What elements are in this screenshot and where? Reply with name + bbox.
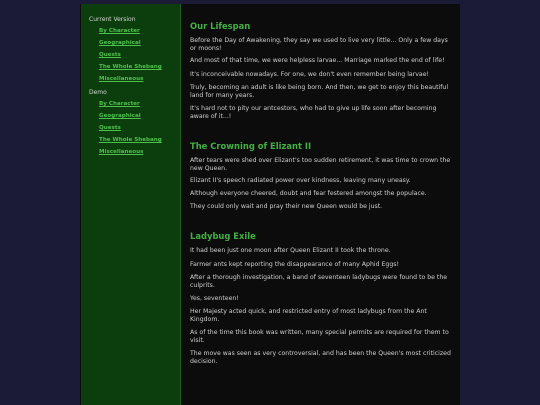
section-crowning bbox=[182, 121, 460, 211]
sidebar-link-quests[interactable]: Quests bbox=[99, 125, 121, 131]
paragraph: Before the Day of Awakening, they say we used to live very little... Only a few days or moons! bbox=[190, 37, 448, 52]
section-heading: Ladybug Exile bbox=[190, 231, 256, 241]
sidebar-item bbox=[81, 52, 180, 59]
sidebar-link-geographical[interactable]: Geographical bbox=[99, 113, 141, 119]
section-heading: The Crowning of Elizant II bbox=[190, 141, 312, 151]
section-ladybug-exile bbox=[182, 211, 460, 366]
paragraph: As of the time this book was written, many special permits are required for them to visit. bbox=[190, 329, 449, 344]
section-our-lifespan bbox=[182, 4, 460, 121]
sidebar-item bbox=[81, 64, 180, 71]
paragraph: Farmer ants kept reporting the disappearance of many Aphid Eggs! bbox=[190, 261, 399, 268]
main-content bbox=[182, 4, 460, 405]
sidebar-item bbox=[81, 101, 180, 108]
paragraph: Her Majesty acted quick, and restricted entry of most ladybugs from the Ant Kingdom. bbox=[190, 308, 427, 323]
paragraph: It's hard not to pity our antcestors, who had to give up life soon after becoming aware of it...! bbox=[190, 105, 437, 120]
sidebar-item bbox=[81, 113, 180, 120]
paragraph: After tears were shed over Elizant's too sudden retirement, it was time to crown the new Queen. bbox=[190, 157, 451, 172]
paragraph: Yes, seventeen! bbox=[190, 295, 239, 302]
paragraph: And most of that time, we were helpless larvae... Marriage marked the end of life! bbox=[190, 57, 445, 64]
section-heading: Our Lifespan bbox=[190, 21, 251, 31]
sidebar-item bbox=[81, 28, 180, 35]
paragraph: Although everyone cheered, doubt and fear festered amongst the populace. bbox=[190, 190, 427, 197]
sidebar-nav bbox=[81, 4, 181, 405]
sidebar-item bbox=[81, 149, 180, 156]
sidebar-link-miscellaneous[interactable]: Miscellaneous bbox=[99, 149, 144, 155]
sidebar-link-geographical[interactable]: Geographical bbox=[99, 40, 141, 46]
sidebar-group-title: Current Version bbox=[89, 16, 136, 23]
sidebar-item bbox=[81, 40, 180, 47]
paragraph: The move was seen as very controversial, and has been the Queen's most criticized decision. bbox=[190, 350, 451, 365]
sidebar-link-list bbox=[81, 101, 180, 156]
sidebar-link-whole-shebang[interactable]: The Whole Shebang bbox=[99, 137, 162, 143]
paragraph: It had been just one moon after Queen Elizant II took the throne. bbox=[190, 247, 391, 254]
paragraph: They could only wait and pray their new Queen would be just. bbox=[190, 203, 383, 210]
sidebar-link-by-character[interactable]: By Character bbox=[99, 28, 140, 34]
paragraph: Truly, becoming an adult is like being born. And then, we get to enjoy this beautiful land for many years. bbox=[190, 84, 449, 99]
sidebar-link-miscellaneous[interactable]: Miscellaneous bbox=[99, 76, 144, 82]
sidebar-link-whole-shebang[interactable]: The Whole Shebang bbox=[99, 64, 162, 70]
sidebar-link-by-character[interactable]: By Character bbox=[99, 101, 140, 107]
sidebar-link-quests[interactable]: Quests bbox=[99, 52, 121, 58]
sidebar-item bbox=[81, 76, 180, 83]
paragraph: It's inconceivable nowadays. For one, we don't even remember being larvae! bbox=[190, 71, 429, 78]
sidebar-item bbox=[81, 137, 180, 144]
paragraph: After a thorough investigation, a band of seventeen ladybugs were found to be the culprits. bbox=[190, 274, 448, 289]
paragraph: Elizant II's speech radiated power over kindness, leaving many uneasy. bbox=[190, 177, 411, 184]
sidebar-item bbox=[81, 125, 180, 132]
sidebar-link-list bbox=[81, 28, 180, 83]
sidebar-group-title: Demo bbox=[89, 89, 107, 96]
